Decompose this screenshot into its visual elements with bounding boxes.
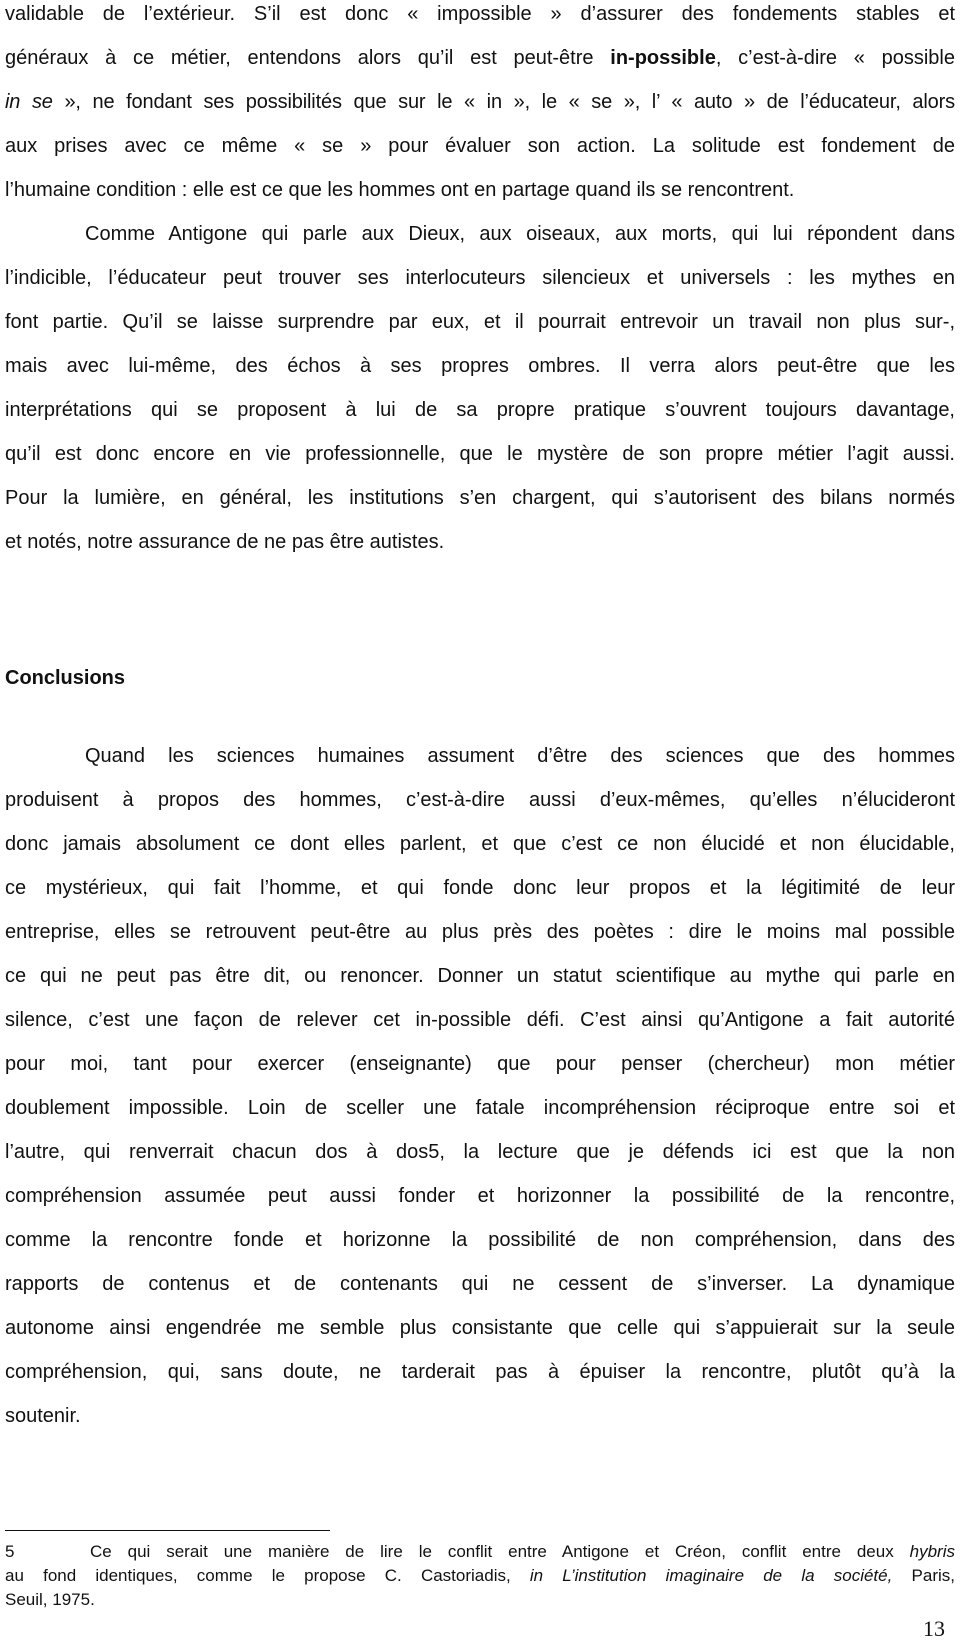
footnote-line — [5, 1542, 955, 1562]
footnote-text: au fond identiques, comme le propose C. Castoriadis, — [5, 1566, 530, 1585]
paragraph-line: l’autre, qui renverrait chacun dos à dos5, la lecture que je défends ici est que la non — [5, 1141, 955, 1163]
paragraph-line: rapports de contenus et de contenants qui ne cessent de s’inverser. La dynamique — [5, 1273, 955, 1295]
paragraph-line: pour moi, tant pour exercer (enseignante) que pour penser (chercheur) mon métier — [5, 1053, 955, 1075]
paragraph-line: qu’il est donc encore en vie professionnelle, que le mystère de son propre métier l’agit aussi. — [5, 443, 955, 465]
paragraph-line: font partie. Qu’il se laisse surprendre par eux, et il pourrait entrevoir un travail non plus sur-, — [5, 311, 955, 333]
paragraph-line: interprétations qui se proposent à lui de sa propre pratique s’ouvrent toujours davantage, — [5, 399, 955, 421]
paragraph-line: compréhension assumée peut aussi fonder et horizonner la possibilité de la rencontre, — [5, 1185, 955, 1207]
page-number: 13 — [923, 1616, 945, 1641]
paragraph-line: aux prises avec ce même « se » pour évaluer son action. La solitude est fondement de — [5, 135, 955, 157]
paragraph-line: Pour la lumière, en général, les institutions s’en chargent, qui s’autorisent des bilans normés — [5, 487, 955, 509]
paragraph-line: mais avec lui-même, des échos à ses propres ombres. Il verra alors peut-être que les — [5, 355, 955, 377]
footnote-text: Paris, — [892, 1566, 955, 1585]
line-text: », ne fondant ses possibilités que sur le « in », le « se », l’ « auto » de l’éducateur, alors — [52, 91, 955, 113]
paragraph-line: ce qui ne peut pas être dit, ou renoncer. Donner un statut scientifique au mythe qui parle en — [5, 965, 955, 987]
footnote-text: Ce qui serait une manière de lire le conflit entre Antigone et Créon, conflit entre deux — [90, 1542, 910, 1561]
footnote-italic: hybris — [909, 1542, 955, 1561]
footnote-line — [5, 1566, 955, 1586]
footnote-number: 5 — [5, 1542, 15, 1561]
paragraph-line: validable de l’extérieur. S’il est donc « impossible » d’assurer des fondements stables et — [5, 3, 955, 25]
paragraph-line: doublement impossible. Loin de sceller une fatale incompréhension réciproque entre soi et — [5, 1097, 955, 1119]
paragraph-line: autonome ainsi engendrée me semble plus consistante que celle qui s’appuierait sur la seule — [5, 1317, 955, 1339]
section-heading: Conclusions — [5, 667, 126, 689]
paragraph-line: entreprise, elles se retrouvent peut-être au plus près des poètes : dire le moins mal possible — [5, 921, 955, 943]
bold-term: in-possible — [610, 47, 716, 69]
paragraph-line — [5, 90, 955, 114]
paragraph-line — [5, 46, 955, 70]
line-text: , c’est-à-dire « possible — [715, 47, 955, 69]
footnote-separator — [5, 1530, 330, 1531]
footnote-line: Seuil, 1975. — [5, 1590, 95, 1609]
paragraph-line: comme la rencontre fonde et horizonne la possibilité de non compréhension, dans des — [5, 1229, 955, 1251]
paragraph-line: l’humaine condition : elle est ce que les hommes ont en partage quand ils se rencontrent. — [5, 179, 795, 201]
footnote-italic: in L’institution imaginaire de la société, — [529, 1566, 893, 1585]
paragraph-line: donc jamais absolument ce dont elles parlent, et que c’est ce non élucidé et non élucidable, — [5, 833, 955, 855]
paragraph-line: compréhension, qui, sans doute, ne tarderait pas à épuiser la rencontre, plutôt qu’à la — [5, 1361, 955, 1383]
paragraph-line: soutenir. — [5, 1405, 81, 1427]
paragraph-line: et notés, notre assurance de ne pas être autistes. — [5, 531, 445, 553]
paragraph-line: ce mystérieux, qui fait l’homme, et qui fonde donc leur propos et la légitimité de leur — [5, 877, 955, 899]
paragraph-line: silence, c’est une façon de relever cet in-possible défi. C’est ainsi qu’Antigone a fait autorité — [5, 1009, 955, 1031]
paragraph-line: l’indicible, l’éducateur peut trouver ses interlocuteurs silencieux et universels : les mythes en — [5, 267, 955, 289]
paragraph-line: Comme Antigone qui parle aux Dieux, aux oiseaux, aux morts, qui lui répondent dans — [85, 223, 955, 245]
italic-term: in se — [5, 91, 53, 113]
line-text: généraux à ce métier, entendons alors qu’il est peut-être — [5, 47, 594, 69]
paragraph-line: produisent à propos des hommes, c’est-à-dire aussi d’eux-mêmes, qu’elles n’élucideront — [5, 789, 955, 811]
paragraph-line: Quand les sciences humaines assument d’être des sciences que des hommes — [85, 745, 955, 767]
